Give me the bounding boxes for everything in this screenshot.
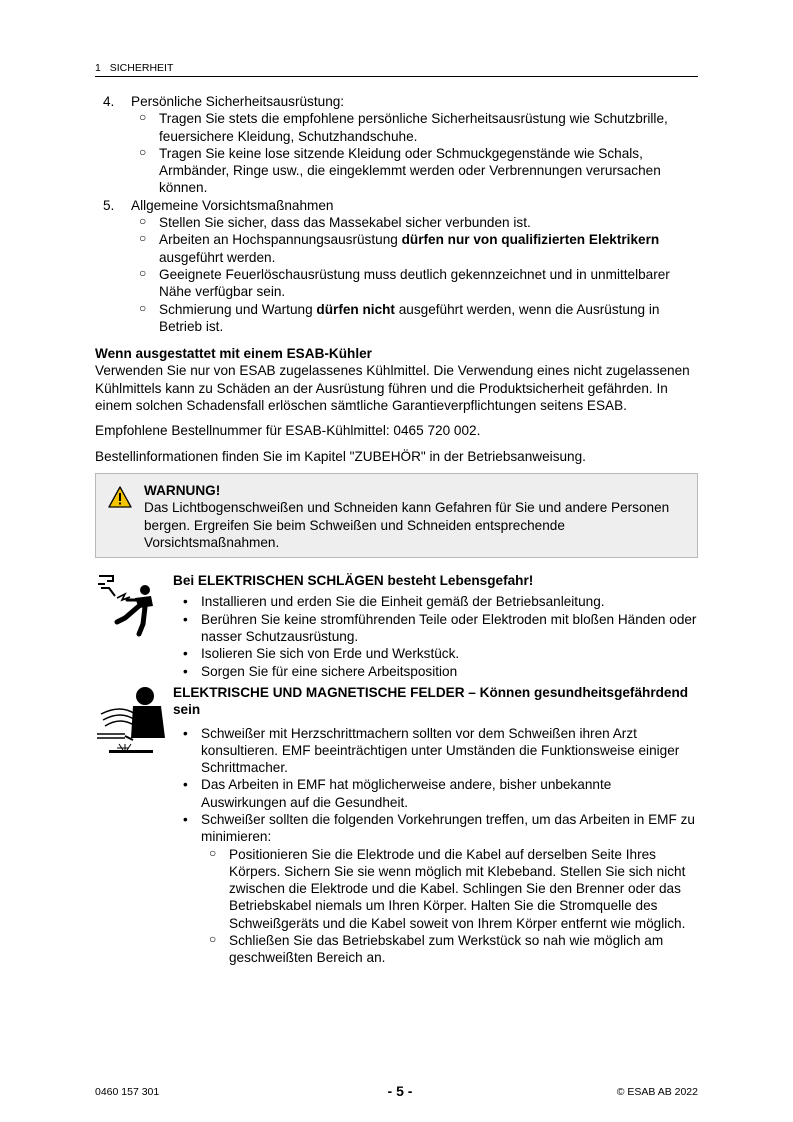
sub-bullet bbox=[95, 301, 698, 336]
sub-bullet-text: Tragen Sie stets die empfohlene persönliche Sicherheitsausrüstung wie Schutzbrille, feuersichere Kleidung, Schutzhandschuhe. bbox=[159, 111, 668, 144]
circle-bullet-icon: ○ bbox=[139, 214, 147, 229]
sub-bullet bbox=[95, 110, 698, 145]
list-item: • Schweißer sollten die folgenden Vorkehrungen treffen, um das Arbeiten in EMF zu minimieren: bbox=[183, 811, 695, 845]
circle-bullet-icon: ○ bbox=[139, 231, 147, 246]
cooler-order-number: Empfohlene Bestellnummer für ESAB-Kühlmittel: 0465 720 002. bbox=[95, 423, 481, 439]
section-title: SICHERHEIT bbox=[109, 62, 174, 74]
electric-shock-icon bbox=[95, 570, 165, 640]
warning-triangle-icon bbox=[108, 486, 132, 508]
copyright: © ESAB AB 2022 bbox=[616, 1086, 698, 1098]
sub-bullet: ○ Positionieren Sie die Elektrode und die Kabel auf derselben Seite Ihres Körpers. Sichern Sie sie wenn möglich mit Klebeband. Stellen Sie sich nicht zwischen die Elektrode und die Kabel. Schlingen Sie den Brenner oder das Betriebskabel niemals um Ihren Körper. Halten Sie die Stromquelle des Schweißgeräts und die Kabel soweit von Ihrem Körper entfernt wie möglich. bbox=[209, 845, 686, 931]
warning-box bbox=[95, 473, 698, 558]
list-number: 4. bbox=[103, 94, 115, 109]
list-item-title: Allgemeine Vorsichtsmaßnahmen bbox=[131, 197, 334, 213]
sub-bullet bbox=[95, 214, 698, 231]
sub-bullet-text: Schmierung und Wartung dürfen nicht ausgeführt werden, wenn die Ausrüstung in Betrieb ist. bbox=[159, 301, 660, 334]
circle-bullet-icon: ○ bbox=[139, 265, 147, 280]
sub-bullet: ○ Schließen Sie das Betriebskabel zum Werkstück so nah wie möglich am geschweißten Bereich an. bbox=[209, 932, 664, 966]
list-item: • Sorgen Sie für eine sichere Arbeitsposition bbox=[183, 663, 458, 679]
list-item: • Isolieren Sie sich von Erde und Werkstück. bbox=[183, 646, 460, 662]
emf-welder-icon bbox=[95, 684, 167, 754]
list-item: • Das Arbeiten in EMF hat möglicherweise andere, bisher unbekannte Auswirkungen auf die Gesundheit. bbox=[183, 777, 612, 810]
list-item: • Schweißer mit Herzschrittmachern sollten vor dem Schweißen ihren Arzt konsultieren. EMF beeinträchtigen unter Umständen die Funktionsweise einiger Schrittmacher. bbox=[183, 725, 680, 776]
sub-bullet bbox=[95, 231, 698, 266]
list-item-title: Persönliche Sicherheitsausrüstung: bbox=[131, 94, 345, 109]
dot-bullet-icon: • bbox=[183, 611, 188, 627]
dot-bullet-icon: • bbox=[183, 594, 188, 610]
sub-bullet-text: Arbeiten an Hochspannungsausrüstung dürfen nur von qualifizierten Elektrikern ausgeführt werden. bbox=[159, 232, 660, 265]
cooler-paragraph: Verwenden Sie nur von ESAB zugelassenes Kühlmittel. Die Verwendung eines nicht zugelassenen Kühlmittels kann zu Schäden an der Ausrüstung führen und die Produktsicherheit gefährden. In einem solchen Schadensfall erlöschen sämtliche Garantieverpflichtungen seitens ESAB. bbox=[95, 363, 690, 414]
circle-bullet-icon: ○ bbox=[209, 845, 217, 860]
emf-section bbox=[95, 684, 698, 967]
page-header bbox=[95, 62, 698, 77]
electric-shock-section bbox=[95, 572, 698, 680]
warning-title: WARNUNG! bbox=[144, 482, 221, 498]
list-item-4 bbox=[95, 93, 698, 110]
dot-bullet-icon: • bbox=[183, 811, 188, 827]
cooler-heading: Wenn ausgestattet mit einem ESAB-Kühler bbox=[95, 346, 372, 362]
warning-text: Das Lichtbogenschweißen und Schneiden kann Gefahren für Sie und andere Personen bergen. Ergreifen Sie beim Schweißen und Schneiden entsprechende Vorsichtsmaßnahmen. bbox=[144, 500, 670, 550]
dot-bullet-icon: • bbox=[183, 646, 188, 662]
doc-number: 0460 157 301 bbox=[95, 1086, 160, 1098]
list-item: • Berühren Sie keine stromführenden Teile oder Elektroden mit bloßen Händen oder nasser Schutzausrüstung. bbox=[183, 611, 697, 645]
sub-bullet-text: Stellen Sie sicher, dass das Massekabel sicher verbunden ist. bbox=[159, 215, 531, 231]
dot-bullet-icon: • bbox=[183, 777, 188, 793]
page-body bbox=[95, 93, 698, 967]
dot-bullet-icon: • bbox=[183, 725, 188, 741]
sub-bullet-text: Geeignete Feuerlöschausrüstung muss deutlich gekennzeichnet und in unmittelbarer Nähe verfügbar sein. bbox=[159, 266, 670, 300]
circle-bullet-icon: ○ bbox=[209, 932, 217, 947]
shock-title: Bei ELEKTRISCHEN SCHLÄGEN besteht Lebensgefahr! bbox=[173, 573, 534, 589]
sub-bullet bbox=[95, 266, 698, 301]
circle-bullet-icon: ○ bbox=[139, 300, 147, 315]
list-item-5 bbox=[95, 197, 698, 214]
dot-bullet-icon: • bbox=[183, 663, 188, 679]
cooler-order-info: Bestellinformationen finden Sie im Kapitel "ZUBEHÖR" in der Betriebsanweisung. bbox=[95, 448, 586, 464]
circle-bullet-icon: ○ bbox=[139, 144, 147, 159]
circle-bullet-icon: ○ bbox=[139, 110, 147, 125]
emf-title: ELEKTRISCHE UND MAGNETISCHE FELDER – Können gesundheitsgefährdend sein bbox=[173, 684, 689, 718]
section-number: 1 bbox=[95, 62, 101, 74]
sub-bullet-text: Tragen Sie keine lose sitzende Kleidung oder Schmuckgegenstände wie Schals, Armbänder, Ringe usw., die eingeklemmt werden oder Verbrennungen verursachen können. bbox=[159, 145, 661, 196]
list-number: 5. bbox=[103, 197, 115, 213]
sub-bullet bbox=[95, 145, 698, 197]
list-item: • Installieren und erden Sie die Einheit gemäß der Betriebsanleitung. bbox=[183, 594, 605, 610]
page-number: - 5 - bbox=[387, 1083, 413, 1099]
